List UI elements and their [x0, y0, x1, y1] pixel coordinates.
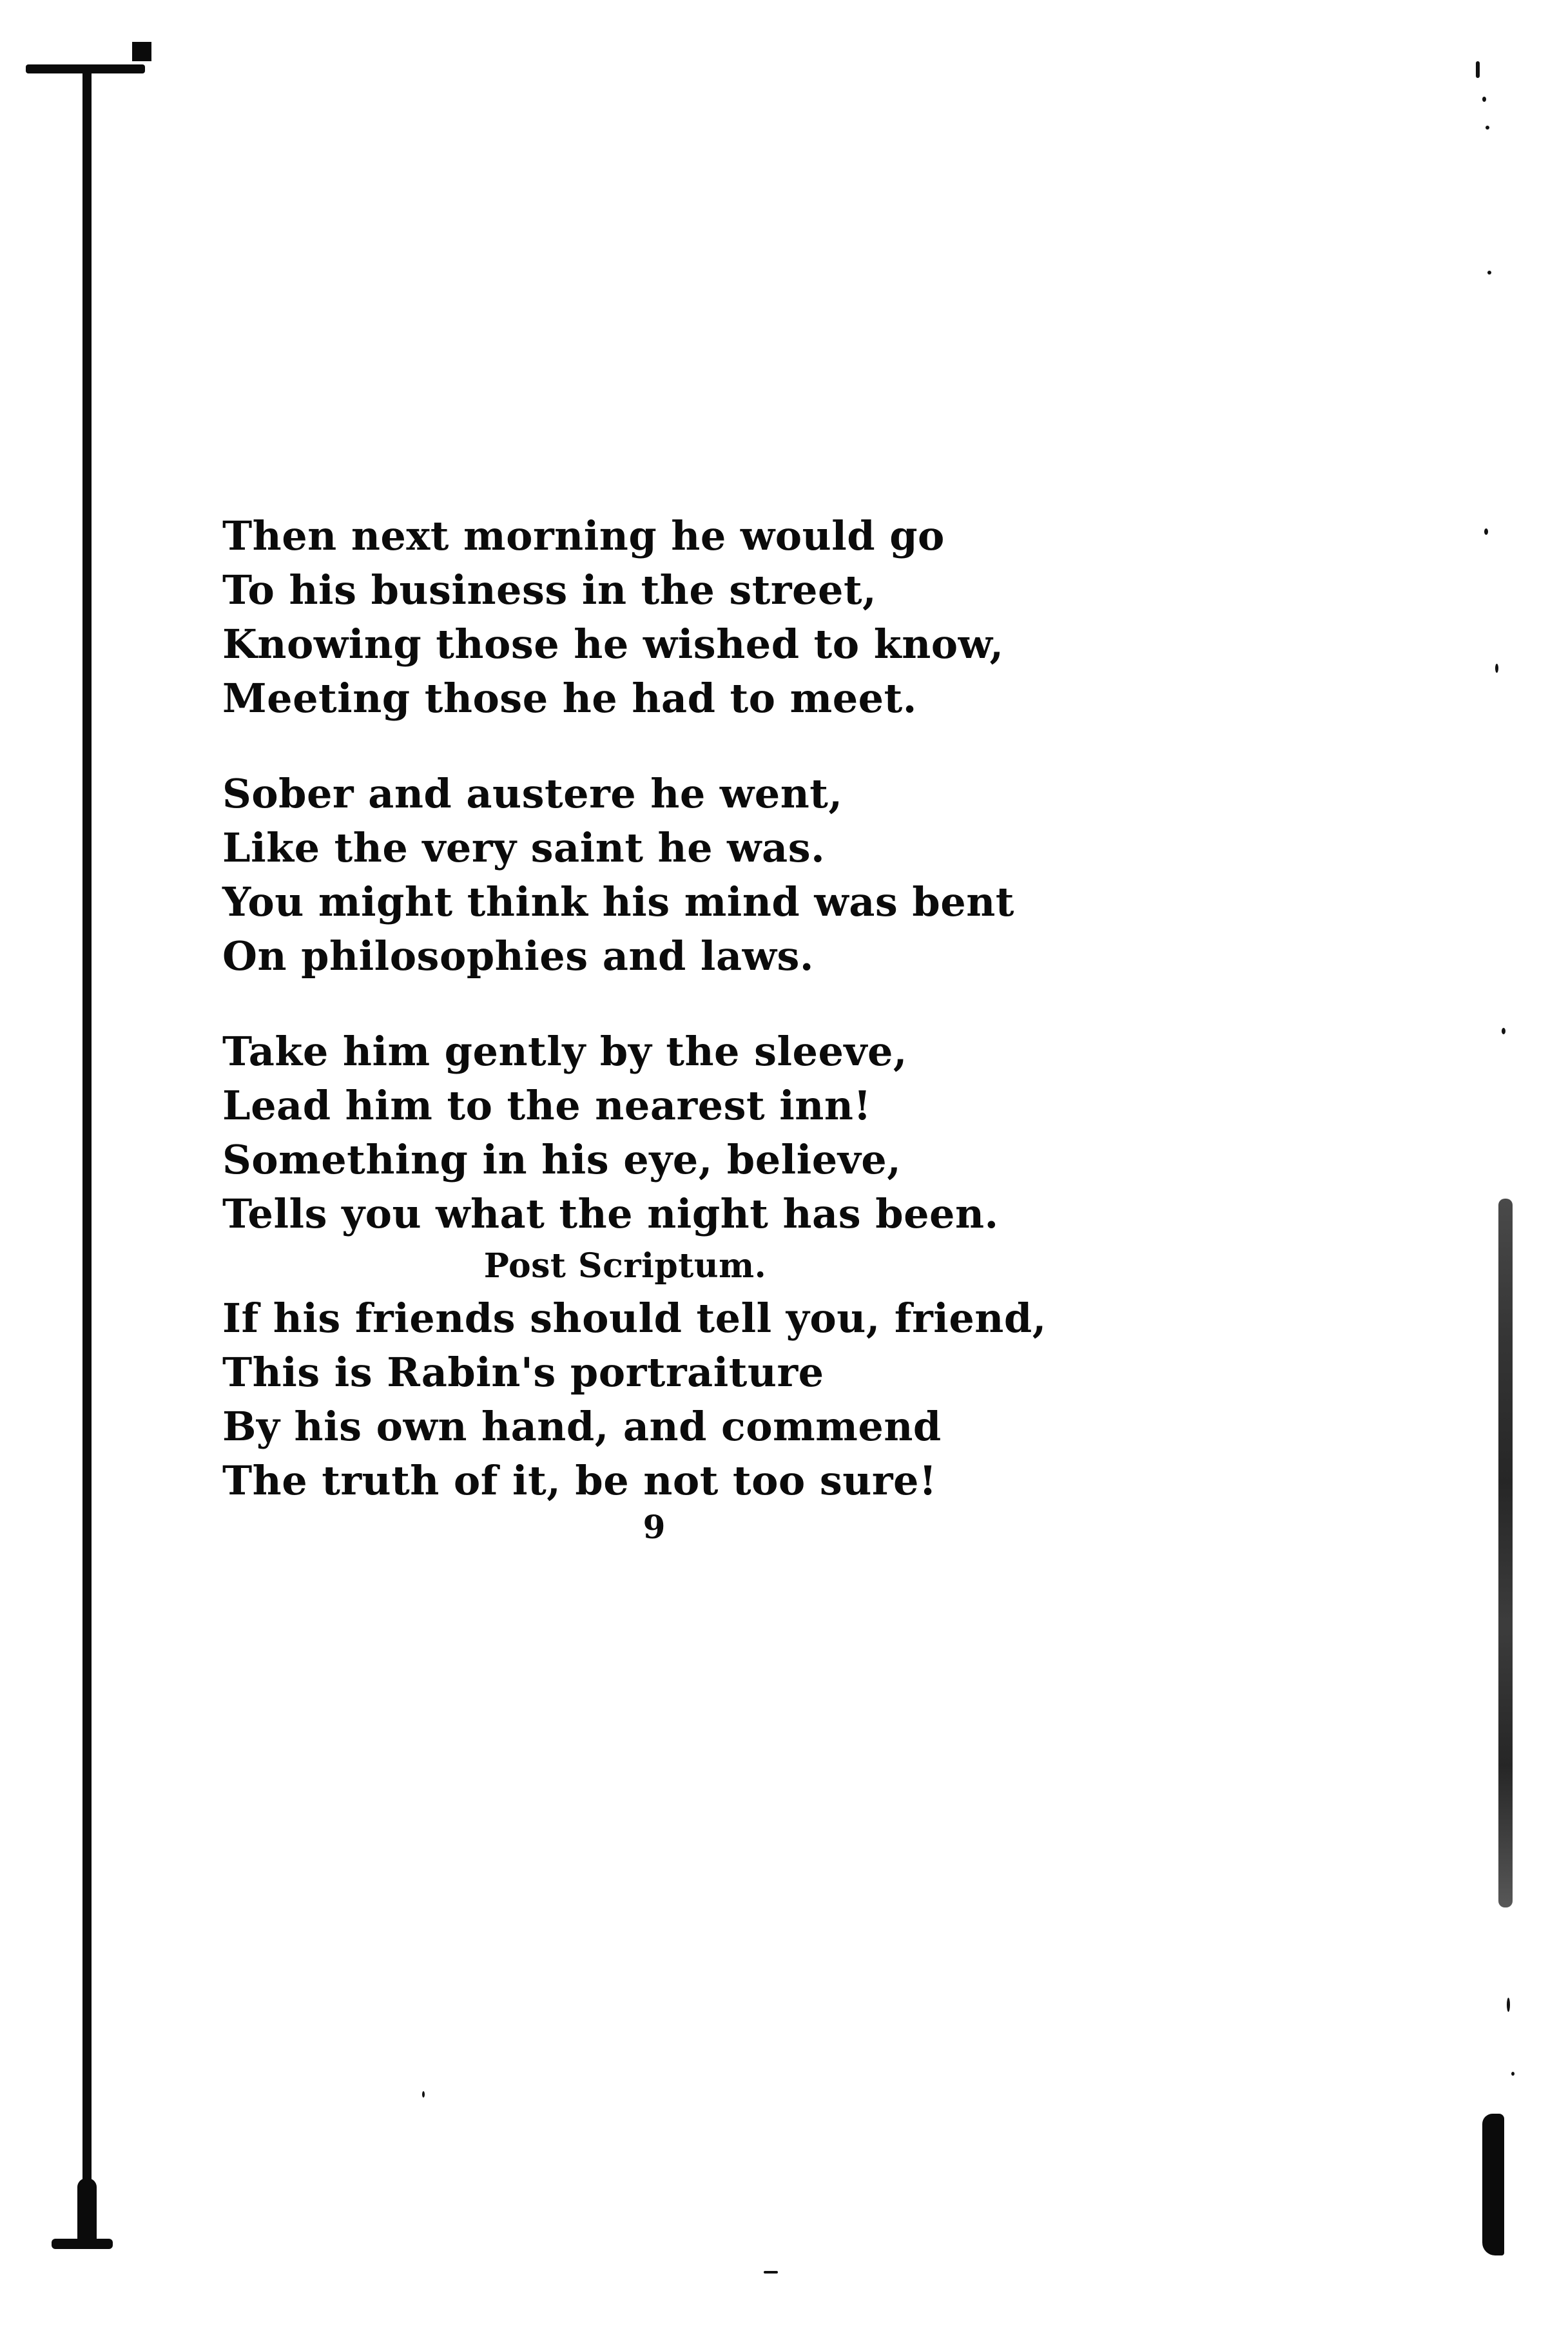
stanza-3: [222, 1025, 1350, 1241]
poem-line: By his own hand, and commend: [222, 1403, 942, 1450]
scan-speck: [1482, 97, 1486, 102]
postscript-heading: Post Scriptum.: [483, 1246, 767, 1286]
poem-line: Lead him to the nearest inn!: [222, 1082, 872, 1129]
scan-speck: [1476, 61, 1480, 78]
poem-line: Tells you what the night has been.: [222, 1190, 999, 1237]
poem-line: To his business in the street,: [222, 566, 877, 613]
scan-speck: [1486, 126, 1489, 130]
scan-speck: [1484, 528, 1488, 535]
poem-line: You might think his mind was bent: [222, 878, 1014, 925]
postscript-stanza: [222, 1291, 1350, 1508]
page-edge-shadow-lower: [1482, 2114, 1504, 2255]
poem-line: This is Rabin's portraiture: [222, 1349, 824, 1396]
poem-line: Sober and austere he went,: [222, 770, 843, 817]
poem-line: Something in his eye, believe,: [222, 1136, 902, 1183]
corner-ink-mark: [132, 42, 151, 61]
page-number: 9: [643, 1508, 666, 1546]
poem-line: If his friends should tell you, friend,: [222, 1295, 1047, 1342]
poem-line: Meeting those he had to meet.: [222, 675, 917, 722]
poem-line: Take him gently by the sleeve,: [222, 1028, 907, 1075]
scan-speck: [1511, 2072, 1515, 2076]
bracket-rule-bottom: [52, 2239, 113, 2249]
poem-line: Then next morning he would go: [222, 512, 945, 559]
poem-line: The truth of it, be not too sure!: [222, 1457, 937, 1504]
scan-speck: [1495, 664, 1498, 673]
stanza-1: [222, 509, 1350, 726]
stanza-2: [222, 767, 1350, 983]
poem-line: Like the very saint he was.: [222, 824, 826, 871]
scan-speck: [764, 2271, 778, 2274]
page-edge-shadow: [1498, 1199, 1513, 1907]
poem-line: Knowing those he wished to know,: [222, 621, 1004, 668]
scan-speck: [422, 2091, 425, 2098]
scan-speck: [1502, 1028, 1505, 1034]
bracket-rule-vertical: [82, 71, 92, 2249]
poem-line: On philosophies and laws.: [222, 932, 815, 980]
scan-speck: [1507, 1998, 1510, 2012]
scan-speck: [1487, 271, 1491, 275]
poem-body: [222, 509, 1350, 1508]
